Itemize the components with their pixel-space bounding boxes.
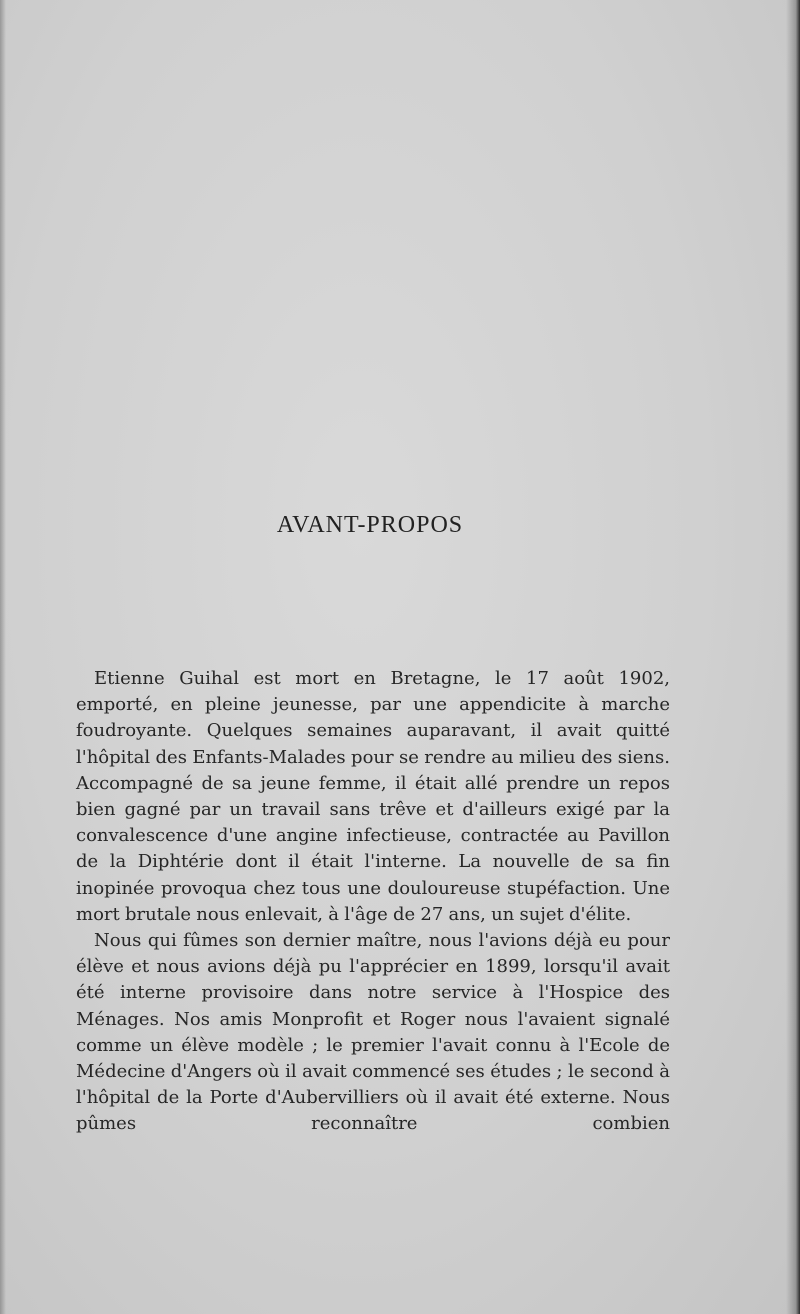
paragraph-2: Nous qui fûmes son dernier maître, nous l'avions déjà eu pour élève et nous avions déjà pu l'apprécier en 1899, lorsqu'il avait été interne provisoire dans notre service à l'Hospice des Ménages. Nos amis Monprofit et Roger nous l'avaient signalé comme un élève modèle ; le premier l'avait connu à l'Ecole de Médecine d'Angers où il avait commencé ses études ; le second à l'hôpital de la Porte d'Aubervilliers où il avait été externe. Nous pûmes reconnaître combien (76, 930, 670, 1135)
page-heading: AVANT-PROPOS (276, 512, 464, 538)
paragraph-1: Etienne Guihal est mort en Bretagne, le 17 août 1902, emporté, en pleine jeunesse, par une appendicite à marche foudroyante. Quelques semaines auparavant, il avait quitté l'hôpital des Enfants-Malades pour se rendre au milieu des siens. Accompagné de sa jeune femme, il était allé prendre un repos bien gagné par un travail sans trêve et d'ailleurs exigé par la convalescence d'une angine infectieuse, contractée au Pavillon de la Diphtérie dont il était l'interne. La nouvelle de sa fin inopinée provoqua chez tous une douloureuse stupéfaction. Une mort brutale nous enlevait, à l'âge de 27 ans, un sujet d'élite. (76, 668, 670, 925)
page-left-edge (0, 0, 6, 1314)
body-text (76, 666, 670, 1138)
page-right-edge (786, 0, 800, 1314)
